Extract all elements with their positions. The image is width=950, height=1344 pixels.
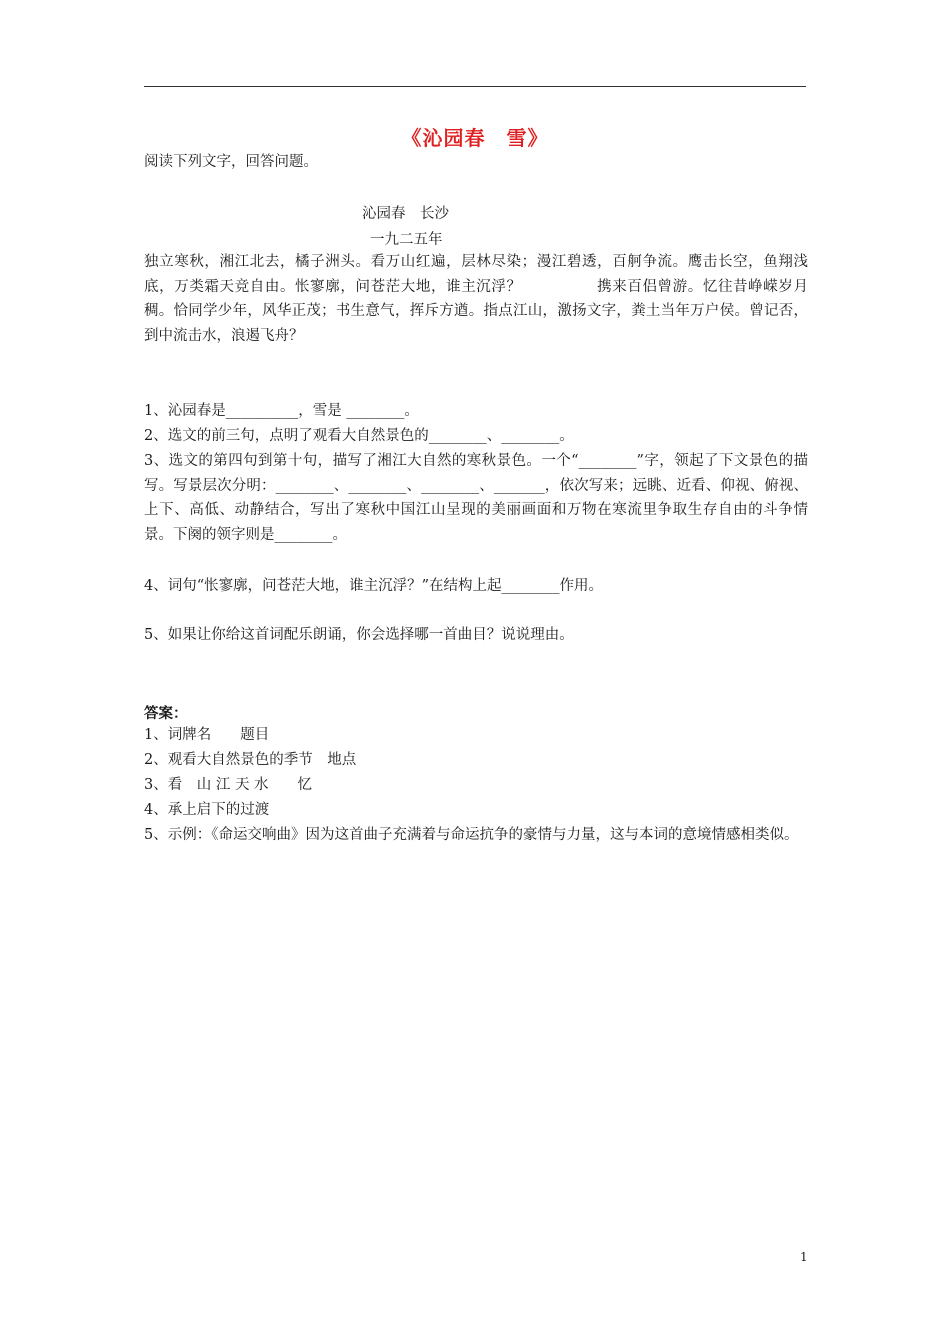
answer-1: 1、词牌名 题目 bbox=[144, 727, 270, 743]
answer-5: 5、示例：《命运交响曲》因为这首曲子充满着与命运抗争的豪情与力量，这与本词的意境情感相类似。 bbox=[144, 827, 799, 843]
page-number: 1 bbox=[800, 1250, 808, 1264]
answer-4: 4、承上启下的过渡 bbox=[144, 802, 270, 818]
question-2: 2、选文的前三句，点明了观看大自然景色的________、________。 bbox=[144, 428, 574, 444]
header-rule bbox=[144, 86, 806, 87]
answer-heading: 答案： bbox=[144, 706, 188, 722]
question-4: 4、词句“怅寥廓，问苍茫大地，谁主沉浮？”在结构上起________作用。 bbox=[144, 578, 604, 594]
answer-2: 2、观看大自然景色的季节 地点 bbox=[144, 752, 357, 768]
document-title: 《沁园春 雪》 bbox=[401, 126, 549, 150]
poem-text: 独立寒秋，湘江北去，橘子洲头。看万山红遍，层林尽染；漫江碧透，百舸争流。鹰击长空，鱼翔浅底，万类霜天竞自由。怅寥廓，问苍茫大地，谁主沉浮？ 携来百侣曾游。忆往昔峥嵘岁月稠。恰同学少年，风华正茂；书生意气，挥斥方遒。指点江山，激扬文字，粪土当年万户侯。曾记否，到中流击水，浪遏飞舟？ bbox=[144, 254, 808, 344]
poem-year: 一九二五年 bbox=[370, 232, 443, 248]
question-3: 3、选文的第四句到第十句，描写了湘江大自然的寒秋景色。一个“________”字，领起了下文景色的描写。写景层次分明：________、________、________、_______，依次写来；远眺、近看、仰视、俯视、上下、高低、动静结合，写出了寒秋中国江山呈现的美丽画面和万物在寒流里争取生存自由的斗争情景。下阕的领字则是________。 bbox=[144, 453, 808, 543]
poem-heading: 沁园春 长沙 bbox=[362, 206, 449, 222]
answer-3: 3、看 山 江 天 水 忆 bbox=[144, 777, 313, 793]
question-1: 1、沁园春是__________，雪是 ________。 bbox=[144, 403, 419, 419]
instructions: 阅读下列文字，回答问题。 bbox=[144, 154, 318, 170]
question-5: 5、如果让你给这首词配乐朗诵，你会选择哪一首曲目？说说理由。 bbox=[144, 627, 574, 643]
